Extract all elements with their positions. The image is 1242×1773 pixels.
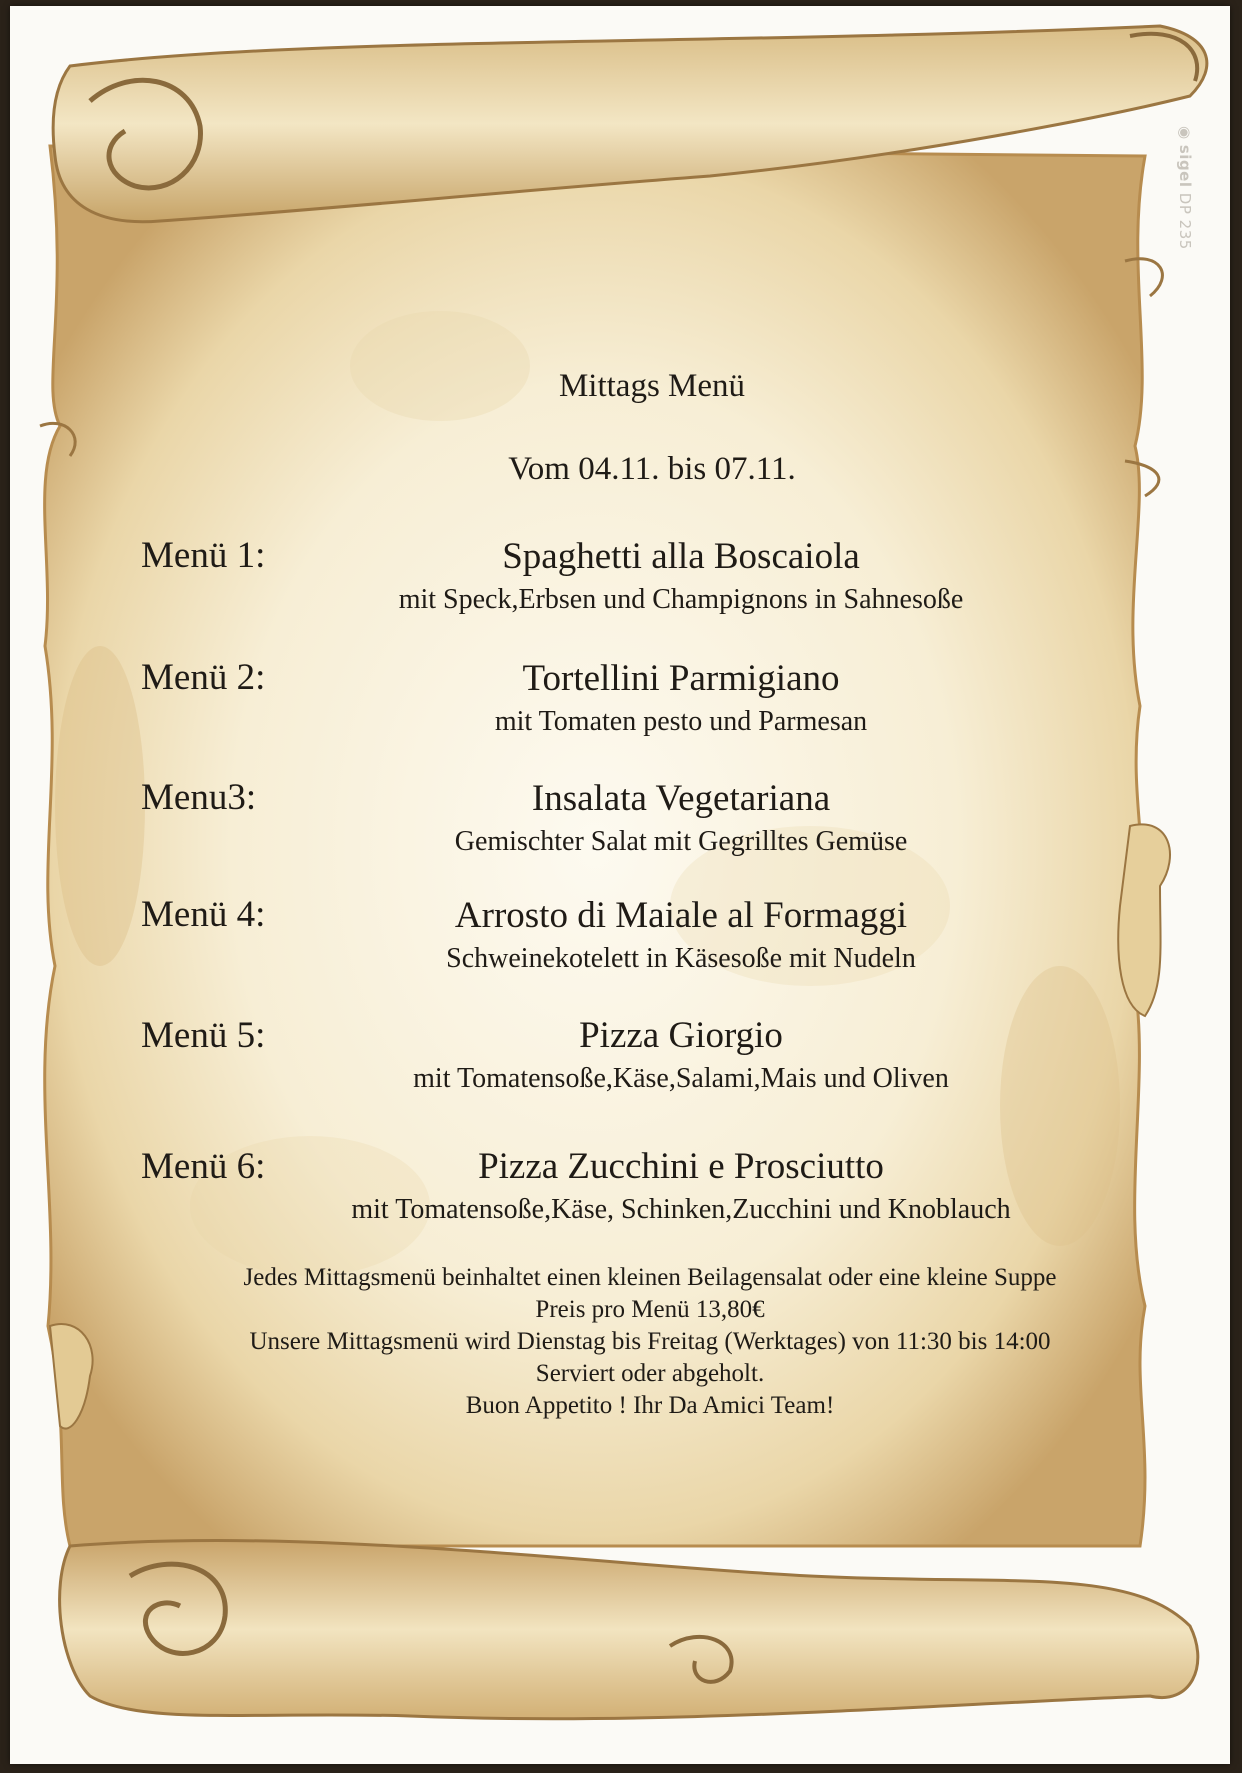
parchment-scroll-background — [10, 6, 1230, 1764]
menu-dish-5: Pizza Giorgio — [579, 1015, 783, 1056]
menu-description-4: Schweinekotelett in Käsesoße mit Nudeln — [446, 943, 916, 974]
watermark-brand: sigel — [1176, 144, 1194, 188]
date-range: Vom 04.11. bis 07.11. — [508, 451, 796, 487]
menu-dish-2: Tortellini Parmigiano — [522, 658, 840, 699]
menu-description-1: mit Speck,Erbsen und Champignons in Sahnesoße — [398, 584, 964, 615]
menu-title: Mittags Menü — [558, 368, 746, 404]
menu-dish-1: Spaghetti alla Boscaiola — [502, 536, 860, 577]
menu-dish-6: Pizza Zucchini e Prosciutto — [478, 1146, 884, 1187]
menu-description-5: mit Tomatensoße,Käse,Salami,Mais und Oliven — [413, 1063, 949, 1094]
footer-greeting: Buon Appetito ! Ihr Da Amici Team! — [465, 1392, 835, 1419]
watermark-logo-icon: ◉ — [1176, 126, 1194, 140]
menu-sheet — [10, 6, 1230, 1764]
menu-label-2: Menü 2: — [141, 657, 266, 698]
menu-label-4: Menü 4: — [141, 894, 266, 935]
footer-serving-hours: Unsere Mittagsmenü wird Dienstag bis Freitag (Werktages) von 11:30 bis 14:00 — [249, 1328, 1051, 1355]
menu-label-3: Menu3: — [141, 777, 257, 818]
menu-dish-4: Arrosto di Maiale al Formaggi — [454, 895, 908, 936]
footer-included-note: Jedes Mittagsmenü beinhaltet einen kleinen Beilagensalat oder eine kleine Suppe — [243, 1264, 1057, 1291]
menu-label-1: Menü 1: — [141, 535, 266, 576]
menu-description-6: mit Tomatensoße,Käse, Schinken,Zucchini und Knoblauch — [351, 1194, 1011, 1225]
brand-watermark — [1176, 126, 1194, 250]
menu-label-6: Menü 6: — [141, 1146, 266, 1187]
menu-description-2: mit Tomaten pesto und Parmesan — [494, 706, 868, 737]
menu-dish-3: Insalata Vegetariana — [531, 778, 831, 819]
menu-description-3: Gemischter Salat mit Gegrilltes Gemüse — [454, 826, 908, 857]
menu-label-5: Menü 5: — [141, 1015, 266, 1056]
footer-price: Preis pro Menü 13,80€ — [535, 1296, 765, 1323]
footer-service-mode: Serviert oder abgeholt. — [535, 1360, 765, 1387]
watermark-code: DP 235 — [1176, 192, 1194, 250]
